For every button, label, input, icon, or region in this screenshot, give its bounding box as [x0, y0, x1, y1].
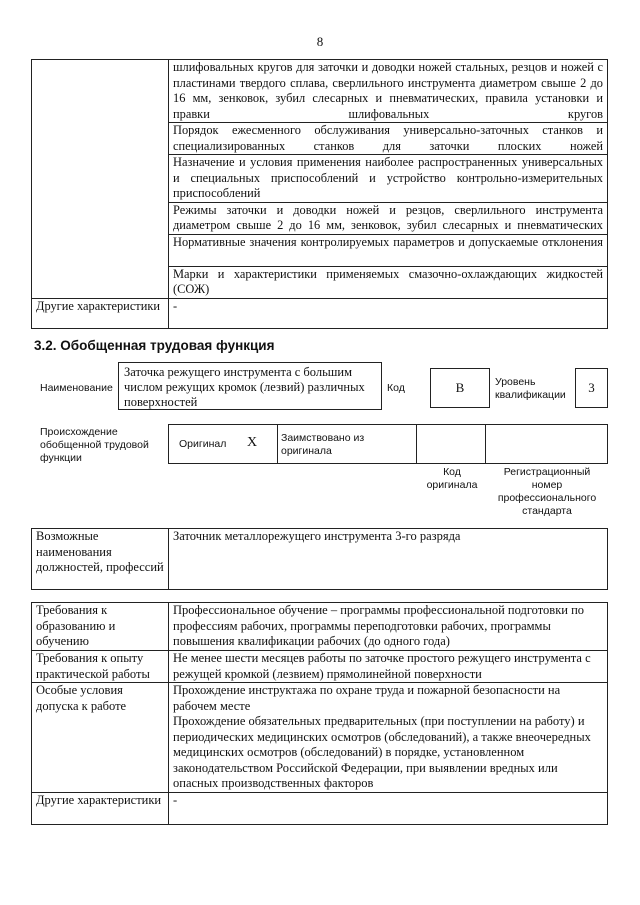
original-code-caption: Код оригинала — [426, 466, 478, 491]
other-characteristics-value: - — [169, 298, 608, 328]
function-name-box — [118, 362, 382, 410]
empty-label-cell — [32, 60, 169, 299]
other-characteristics-label: Другие характеристики — [32, 298, 169, 328]
knowledge-item: Режимы заточки и доводки ножей и резцов, сверлильного инструмента диаметром свыше 2 до 16 мм, зенковок, зубил слесарных и пневматических — [169, 202, 608, 234]
borrowed-label: Заимствовано из оригинала — [281, 432, 365, 457]
experience-label: Требования к опыту практической работы — [32, 651, 169, 683]
knowledge-item: Назначение и условия применения наиболее распространенных универсальных и специальных приспособлений и устройство контрольно-измерительных приспособлений — [169, 155, 608, 203]
knowledge-item: Марки и характеристики применяемых смазочно-охлаждающих жидкостей (СОЖ) — [169, 266, 608, 298]
original-mark: X — [247, 435, 258, 450]
page-number: 8 — [316, 34, 324, 49]
knowledge-item: шлифовальных кругов для заточки и доводки ножей стальных, резцов и ножей с пластинами твердого сплава, сверлильного инструмента диаметром свыше 2 до 16 мм, зенковок, зубил слесарных и пневматических, правила установки и правки шлифовальных кругов — [169, 60, 608, 123]
experience-value: Не менее шести месяцев работы по заточке простого режущего инструмента с режущей кромкой (лезвием) прямолинейной поверхности — [169, 651, 608, 683]
other-requirements-value: - — [169, 792, 608, 824]
registration-number-caption: Регистрационный номер профессионального стандарта — [497, 466, 597, 517]
origin-label: Происхождение обобщенной трудовой функции — [40, 426, 149, 464]
admission-conditions-label: Особые условия допуска к работе — [32, 683, 169, 793]
education-label: Требования к образованию и обучению — [32, 603, 169, 651]
knowledge-item: Нормативные значения контролируемых параметров и допускаемые отклонения — [169, 234, 608, 266]
education-value: Профессиональное обучение – программы профессиональной подготовки по профессиям рабочих, программы переподготовки рабочих, программы повышения квалификации рабочих (до одного года) — [169, 603, 608, 651]
positions-table — [31, 528, 608, 590]
original-label: Оригинал — [179, 438, 227, 450]
qualification-level-label: Уровень квалификации — [495, 376, 566, 401]
knowledge-item: Порядок ежесменного обслуживания универсально-заточных станков и специализированных станков для заточки плоских ножей — [169, 123, 608, 155]
positions-value: Заточник металлорежущего инструмента 3-го разряда — [169, 529, 608, 590]
qualification-level-value: 3 — [588, 380, 595, 395]
knowledge-table — [31, 59, 608, 329]
other-requirements-label: Другие характеристики — [32, 792, 169, 824]
positions-label: Возможные наименования должностей, профессий — [32, 529, 169, 590]
origin-box — [168, 424, 608, 464]
code-value: В — [455, 380, 465, 395]
code-label: Код — [387, 382, 405, 394]
section-title: 3.2. Обобщенная трудовая функция — [34, 338, 275, 353]
admission-conditions-item: Прохождение обязательных предварительных (при поступлении на работу) и периодических медицинских осмотров (обследований), а также внеочередных медицинских осмотров (обследований) в порядке, установленном законодательством Российской Федерации, при выявлении вредных или опасных производственных факторов — [173, 714, 591, 790]
code-value-box — [430, 368, 490, 408]
admission-conditions-item: Прохождение инструктажа по охране труда и пожарной безопасности на рабочем месте — [173, 683, 561, 713]
admission-conditions-cell — [169, 683, 608, 793]
qualification-level-box — [575, 368, 608, 408]
function-name-value: Заточка режущего инструмента с большим числом режущих кромок (лезвий) различных поверхностей — [124, 365, 365, 409]
name-label: Наименование — [40, 382, 113, 394]
requirements-table — [31, 602, 608, 825]
